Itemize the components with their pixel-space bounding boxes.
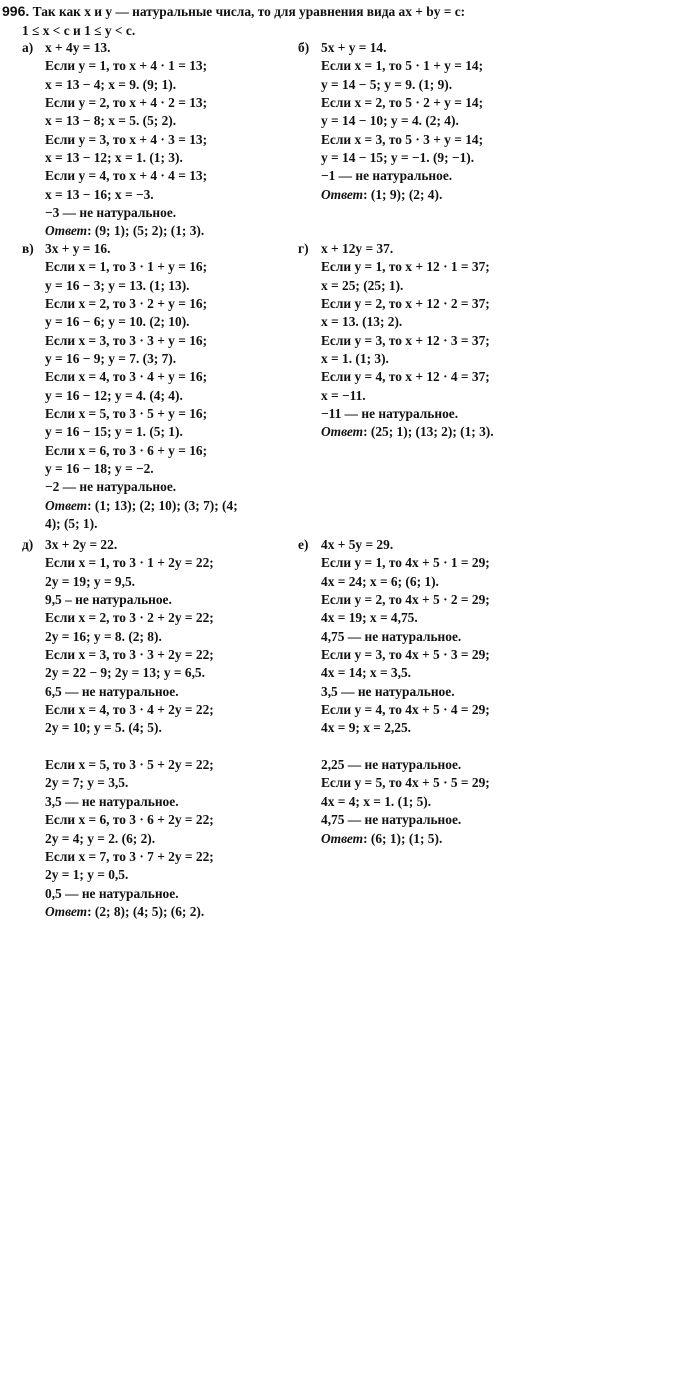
solution-line: x = 13 − 16; x = −3. — [45, 186, 154, 202]
solution-line: Если y = 3, то x + 12 · 3 = 37; — [321, 332, 490, 348]
solution-line: x = 1. (1; 3). — [321, 351, 389, 367]
header-line-2: 1 ≤ x < c и 1 ≤ y < c. — [22, 22, 136, 38]
solution-line: 3x + 2y = 22. — [45, 537, 118, 552]
solution-line: y = 16 − 15; y = 1. (5; 1). — [45, 424, 183, 440]
solution-line: y = 16 − 18; y = −2. — [45, 461, 154, 477]
solution-line: −3 — не натуральное. — [45, 205, 177, 221]
solution-line: y = 16 − 12; y = 4. (4; 4). — [45, 387, 183, 403]
solution-line: y = 16 − 9; y = 7. (3; 7). — [45, 351, 177, 367]
solution-line: Если y = 4, то x + 4 · 4 = 13; — [45, 168, 208, 184]
part-label: е) — [298, 537, 309, 552]
solution-line: Если x = 6, то 3 · 6 + y = 16; — [45, 442, 208, 458]
solution-line: Если x = 2, то 3 · 2 + 2y = 22; — [45, 610, 214, 626]
problem-header — [2, 2, 672, 40]
solution-line: 4); (5; 1). — [45, 516, 98, 532]
blank-line — [45, 738, 214, 756]
solution-line: Если y = 3, то x + 4 · 3 = 13; — [45, 131, 208, 147]
solution-line: Если x = 2, то 5 · 2 + y = 14; — [321, 95, 484, 111]
solution-line: y = 14 − 10; y = 4. (2; 4). — [321, 113, 459, 129]
solution-line: x = 13. (13; 2). — [321, 314, 403, 330]
solution-line: Если y = 4, то x + 12 · 4 = 37; — [321, 369, 490, 385]
solution-line: 4x = 24; x = 6; (6; 1). — [321, 573, 439, 589]
header-intro: Так как x и y — натуральные числа, то для уравнения вида ax + by = c: — [32, 4, 466, 19]
solution-line: Если x = 7, то 3 · 7 + 2y = 22; — [45, 848, 214, 864]
solution-line: 6,5 — не натуральное. — [45, 683, 179, 699]
solution-line: Если y = 2, то x + 12 · 2 = 37; — [321, 296, 490, 312]
solution-line: 5x + y = 14. — [321, 40, 387, 55]
solution-line: 3x + y = 16. — [45, 241, 111, 256]
solution-line: y = 16 − 3; y = 13. (1; 13). — [45, 277, 190, 293]
part-body — [45, 240, 238, 534]
solution-line: 3,5 — не натуральное. — [321, 683, 455, 699]
solution-line: y = 14 − 5; y = 9. (1; 9). — [321, 76, 453, 92]
solution-line: Если y = 2, то x + 4 · 2 = 13; — [45, 95, 208, 111]
answer-line: Ответ: (9; 1); (5; 2); (1; 3). — [45, 223, 205, 239]
solution-line: Если y = 5, то 4x + 5 · 5 = 29; — [321, 775, 490, 791]
solution-line: 4x = 19; x = 4,75. — [321, 610, 418, 626]
solution-line: Если y = 1, то 4x + 5 · 1 = 29; — [321, 555, 490, 571]
solution-line: 2y = 22 − 9; 2y = 13; y = 6,5. — [45, 665, 205, 681]
solution-line: Если y = 1, то x + 12 · 1 = 37; — [321, 259, 490, 275]
solution-line: −1 — не натуральное. — [321, 168, 453, 184]
solution-line: Если x = 5, то 3 · 5 + y = 16; — [45, 406, 208, 422]
problem-number: 996. — [2, 3, 30, 19]
solution-line: Если x = 3, то 5 · 3 + y = 14; — [321, 131, 484, 147]
solution-line: 2,25 — не натуральное. — [321, 757, 462, 773]
answer-line: Ответ: (25; 1); (13; 2); (1; 3). — [321, 424, 494, 440]
solution-line: Если x = 4, то 3 · 4 + y = 16; — [45, 369, 208, 385]
solution-line: 4x = 9; x = 2,25. — [321, 720, 412, 736]
solution-line: 4x = 14; x = 3,5. — [321, 665, 412, 681]
part-label: г) — [298, 241, 309, 256]
solution-line: Если x = 1, то 3 · 1 + 2y = 22; — [45, 555, 214, 571]
solution-line: 4x = 4; x = 1. (1; 5). — [321, 793, 432, 809]
header-line-1 — [2, 2, 672, 22]
solution-line: 3,5 — не натуральное. — [45, 793, 179, 809]
solution-line: Если y = 1, то x + 4 · 1 = 13; — [45, 58, 208, 74]
solution-line: −2 — не натуральное. — [45, 479, 177, 495]
part-label: в) — [22, 241, 34, 256]
solution-line: Если y = 2, то 4x + 5 · 2 = 29; — [321, 592, 490, 608]
solution-line: y = 14 − 15; y = −1. (9; −1). — [321, 150, 475, 166]
solution-line: x = −11. — [321, 387, 366, 403]
part-body — [321, 536, 490, 848]
solution-line: 2y = 1; y = 0,5. — [45, 867, 129, 883]
blank-line — [321, 738, 490, 756]
solution-line: 4x + 5y = 29. — [321, 537, 394, 552]
solution-line: 2y = 16; y = 8. (2; 8). — [45, 628, 162, 644]
part-body — [45, 536, 214, 921]
solution-line: Если x = 6, то 3 · 6 + 2y = 22; — [45, 812, 214, 828]
answer-line: Ответ: (1; 9); (2; 4). — [321, 186, 443, 202]
solution-line: x = 13 − 12; x = 1. (1; 3). — [45, 150, 183, 166]
solution-line: −11 — не натуральное. — [321, 406, 459, 422]
solution-line: Если x = 2, то 3 · 2 + y = 16; — [45, 296, 208, 312]
part-body — [321, 240, 494, 442]
part-label: б) — [298, 40, 310, 55]
answer-line: Ответ: (2; 8); (4; 5); (6; 2). — [45, 903, 205, 919]
part-label: д) — [22, 537, 34, 552]
solution-line: Если x = 1, то 3 · 1 + y = 16; — [45, 259, 208, 275]
solution-line: 2y = 10; y = 5. (4; 5). — [45, 720, 162, 736]
solution-line: y = 16 − 6; y = 10. (2; 10). — [45, 314, 190, 330]
part-body — [321, 39, 483, 204]
solution-line: 0,5 — не натуральное. — [45, 885, 179, 901]
solution-line: 9,5 – не натуральное. — [45, 592, 172, 608]
solution-line: Если x = 1, то 5 · 1 + y = 14; — [321, 58, 484, 74]
solution-line: Если y = 4, то 4x + 5 · 4 = 29; — [321, 702, 490, 718]
answer-line: Ответ: (6; 1); (1; 5). — [321, 830, 443, 846]
solution-line: Если x = 5, то 3 · 5 + 2y = 22; — [45, 757, 214, 773]
solution-line: 2y = 19; y = 9,5. — [45, 573, 136, 589]
solution-line: Если y = 3, то 4x + 5 · 3 = 29; — [321, 647, 490, 663]
part-body — [45, 39, 207, 241]
answer-line: Ответ: (1; 13); (2; 10); (3; 7); (4; — [45, 497, 238, 513]
solution-line: Если x = 3, то 3 · 3 + 2y = 22; — [45, 647, 214, 663]
solution-line: x + 4y = 13. — [45, 40, 111, 55]
solution-line: 2y = 4; y = 2. (6; 2). — [45, 830, 156, 846]
solution-line: Если x = 3, то 3 · 3 + y = 16; — [45, 332, 208, 348]
solution-line: 4,75 — не натуральное. — [321, 812, 462, 828]
solution-line: 4,75 — не натуральное. — [321, 628, 462, 644]
part-label: а) — [22, 40, 34, 55]
solution-line: x = 13 − 8; x = 5. (5; 2). — [45, 113, 177, 129]
solution-line: x = 13 − 4; x = 9. (9; 1). — [45, 76, 177, 92]
solution-line: x + 12y = 37. — [321, 241, 394, 256]
solution-line: x = 25; (25; 1). — [321, 277, 404, 293]
solution-line: Если x = 4, то 3 · 4 + 2y = 22; — [45, 702, 214, 718]
solution-line: 2y = 7; y = 3,5. — [45, 775, 129, 791]
